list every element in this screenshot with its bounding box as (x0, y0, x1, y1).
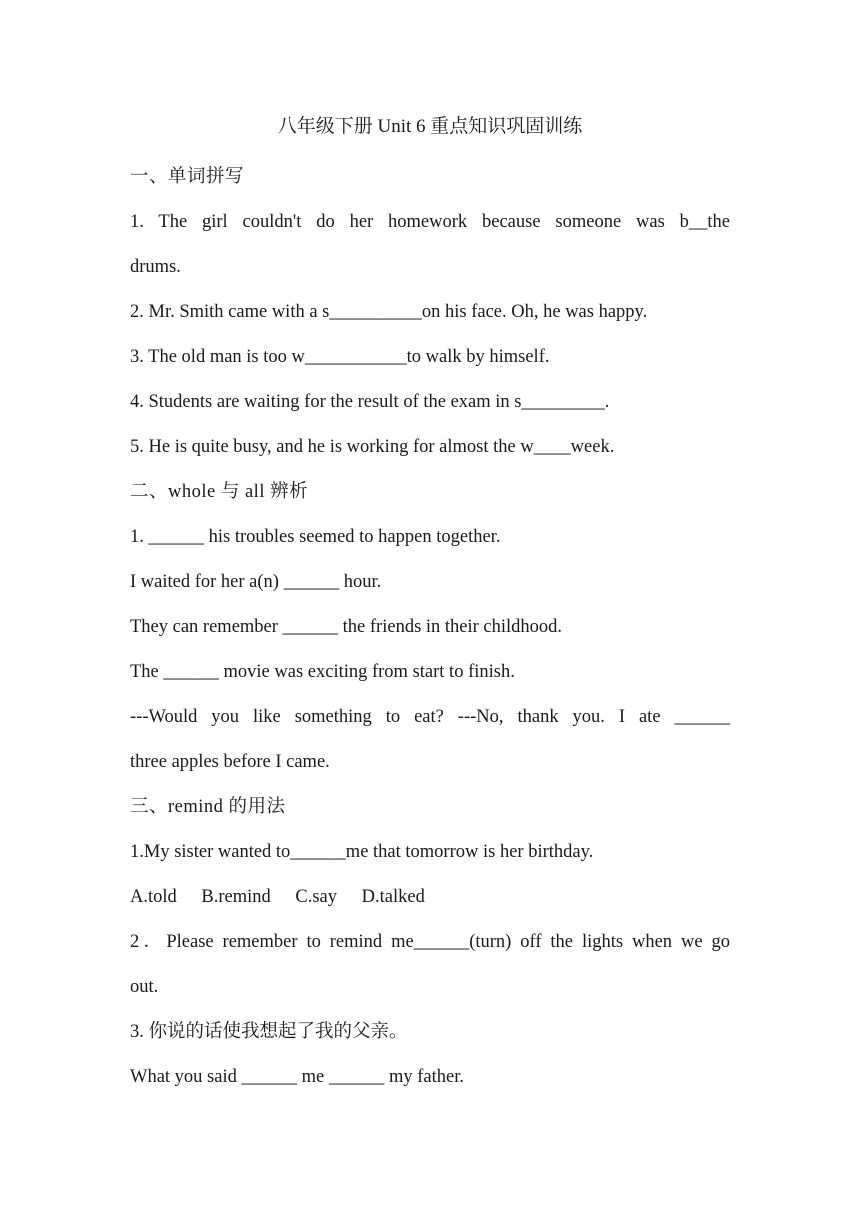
question-line: 1. ______ his troubles seemed to happen together. (130, 527, 501, 547)
question-line: drums. (130, 257, 181, 277)
question-line: What you said ______ me ______ my father. (130, 1067, 464, 1087)
choice-d: D.talked (361, 887, 425, 907)
question-line: 2. Mr. Smith came with a s__________on his face. Oh, he was happy. (130, 302, 648, 322)
page-title: 八年级下册 Unit 6 重点知识巩固训练 (277, 116, 583, 137)
question-line: 3. The old man is too w___________to walk by himself. (130, 347, 550, 367)
question-line: They can remember ______ the friends in their childhood. (130, 617, 563, 637)
choice-c: C.say (295, 887, 338, 907)
choice-b: B.remind (201, 887, 271, 907)
section-heading-whole-all: 二、whole 与 all 辨析 (130, 482, 309, 502)
question-line: I waited for her a(n) ______ hour. (130, 572, 382, 592)
answer-choices (130, 875, 730, 920)
section-heading-remind: 三、remind 的用法 (130, 797, 286, 817)
worksheet-page (130, 110, 730, 1100)
question-line: 5. He is quite busy, and he is working for almost the w____week. (130, 437, 615, 457)
question-line: ---Would you like something to eat? ---No, thank you. I ate ______ (130, 707, 730, 727)
question-line: 3. 你说的话使我想起了我的父亲。 (130, 1022, 408, 1042)
choice-a: A.told (130, 887, 177, 907)
question-line: 1.My sister wanted to______me that tomorrow is her birthday. (130, 842, 594, 862)
question-line: 2．Please remember to remind me______(turn) off the lights when we go (130, 932, 730, 952)
question-line: three apples before I came. (130, 752, 330, 772)
question-line: 4. Students are waiting for the result of the exam in s_________. (130, 392, 610, 412)
question-line: out. (130, 977, 159, 997)
question-line: 1. The girl couldn't do her homework because someone was b__the (130, 212, 730, 232)
question-line: The ______ movie was exciting from start to finish. (130, 662, 515, 682)
section-heading-spelling: 一、单词拼写 (130, 167, 245, 187)
